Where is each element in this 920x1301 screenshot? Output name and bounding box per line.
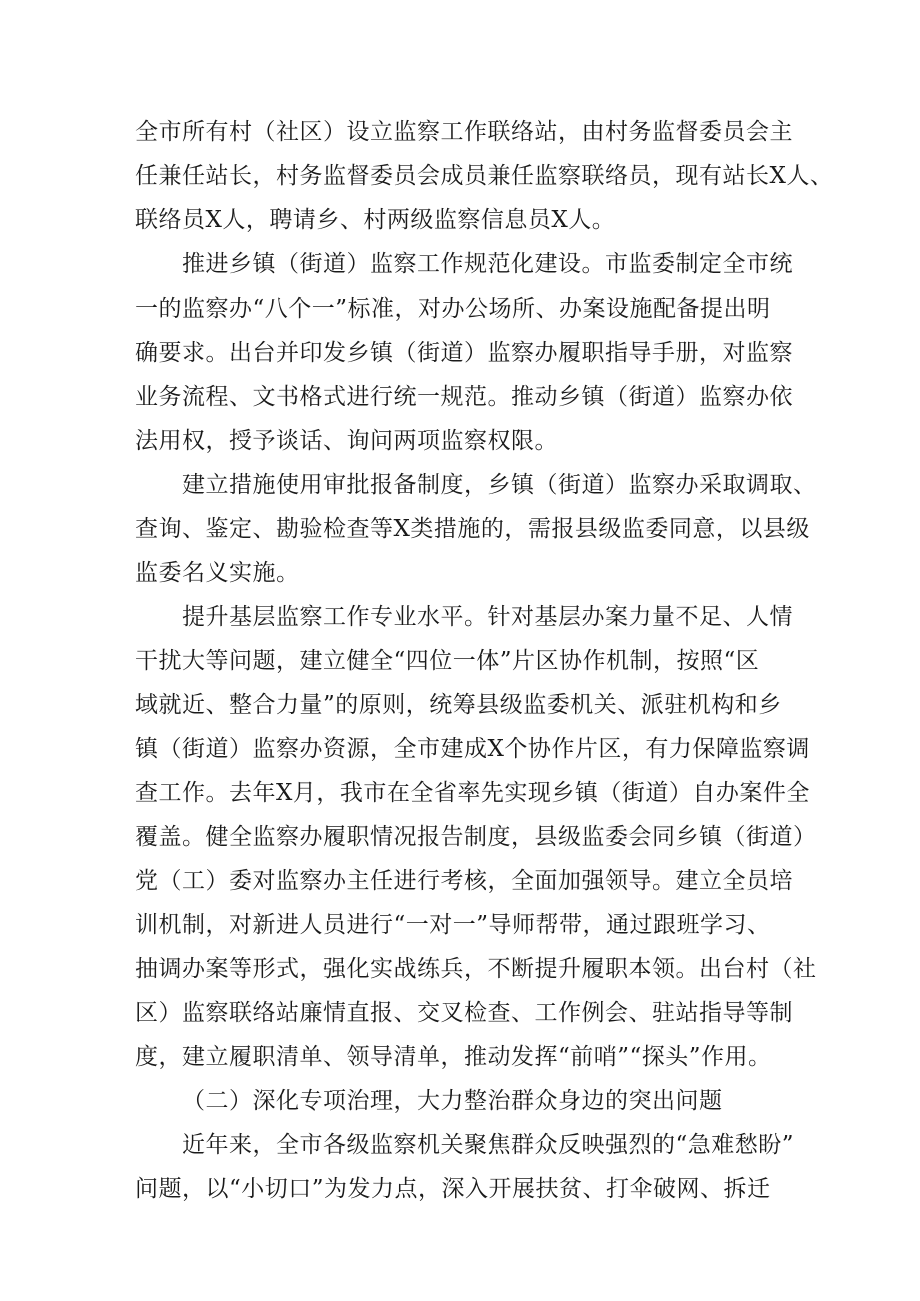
text-line: 干扰大等问题，建立健全“四位一体”片区协作机制，按照“区 <box>135 648 760 674</box>
text-line: 域就近、整合力量”的原则，统筹县级监委机关、派驻机构和乡 <box>135 692 782 718</box>
text-line: 建立措施使用审批报备制度，乡镇（街道）监察办采取调取、 <box>182 472 817 498</box>
text-line: 确要求。出台并印发乡镇（街道）监察办履职指导手册，对监察 <box>135 340 793 366</box>
section-heading: （二）深化专项治理，大力整治群众身边的突出问题 <box>182 1088 723 1114</box>
text-line: 近年来，全市各级监察机关聚焦群众反映强烈的“急难愁盼” <box>182 1132 795 1158</box>
text-line: 镇（街道）监察办资源，全市建成X个协作片区，有力保障监察调 <box>135 736 810 762</box>
text-line: 查工作。去年X月，我市在全省率先实现乡镇（街道）自办案件全 <box>135 780 810 806</box>
text-line: 查询、鉴定、勘验检查等X类措施的，需报县级监委同意，以县级 <box>135 516 810 542</box>
text-line: 度，建立履职清单、领导清单，推动发挥“前哨”“探头”作用。 <box>135 1044 772 1070</box>
text-line: 党（工）委对监察办主任进行考核，全面加强领导。建立全员培 <box>135 868 793 894</box>
text-line: 区）监察联络站廉情直报、交叉检查、工作例会、驻站指导等制 <box>135 1000 793 1026</box>
text-line: 一的监察办“八个一”标准，对办公场所、办案设施配备提出明 <box>135 296 771 322</box>
text-line: 推进乡镇（街道）监察工作规范化建设。市监委制定全市统 <box>182 251 793 277</box>
text-line: 联络员X人，聘请乡、村两级监察信息员X人。 <box>135 207 616 233</box>
text-line: 全市所有村（社区）设立监察工作联络站，由村务监督委员会主 <box>135 119 793 145</box>
text-line: 问题，以“小切口”为发力点，深入开展扶贫、打伞破网、拆迁 <box>135 1176 771 1202</box>
text-line: 任兼任站长，村务监督委员会成员兼任监察联络员，现有站长X人、 <box>135 163 834 189</box>
text-line: 监委名义实施。 <box>135 560 300 586</box>
text-line: 覆盖。健全监察办履职情况报告制度，县级监委会同乡镇（街道） <box>135 824 817 850</box>
text-line: 训机制，对新进人员进行“一对一”导师帮带，通过跟班学习、 <box>135 912 771 938</box>
text-line: 法用权，授予谈话、询问两项监察权限。 <box>135 428 558 454</box>
text-line: 提升基层监察工作专业水平。针对基层办案力量不足、人情 <box>182 604 793 630</box>
text-line: 业务流程、文书格式进行统一规范。推动乡镇（街道）监察办依 <box>135 384 793 410</box>
text-line: 抽调办案等形式，强化实战练兵，不断提升履职本领。出台村（社 <box>135 956 817 982</box>
